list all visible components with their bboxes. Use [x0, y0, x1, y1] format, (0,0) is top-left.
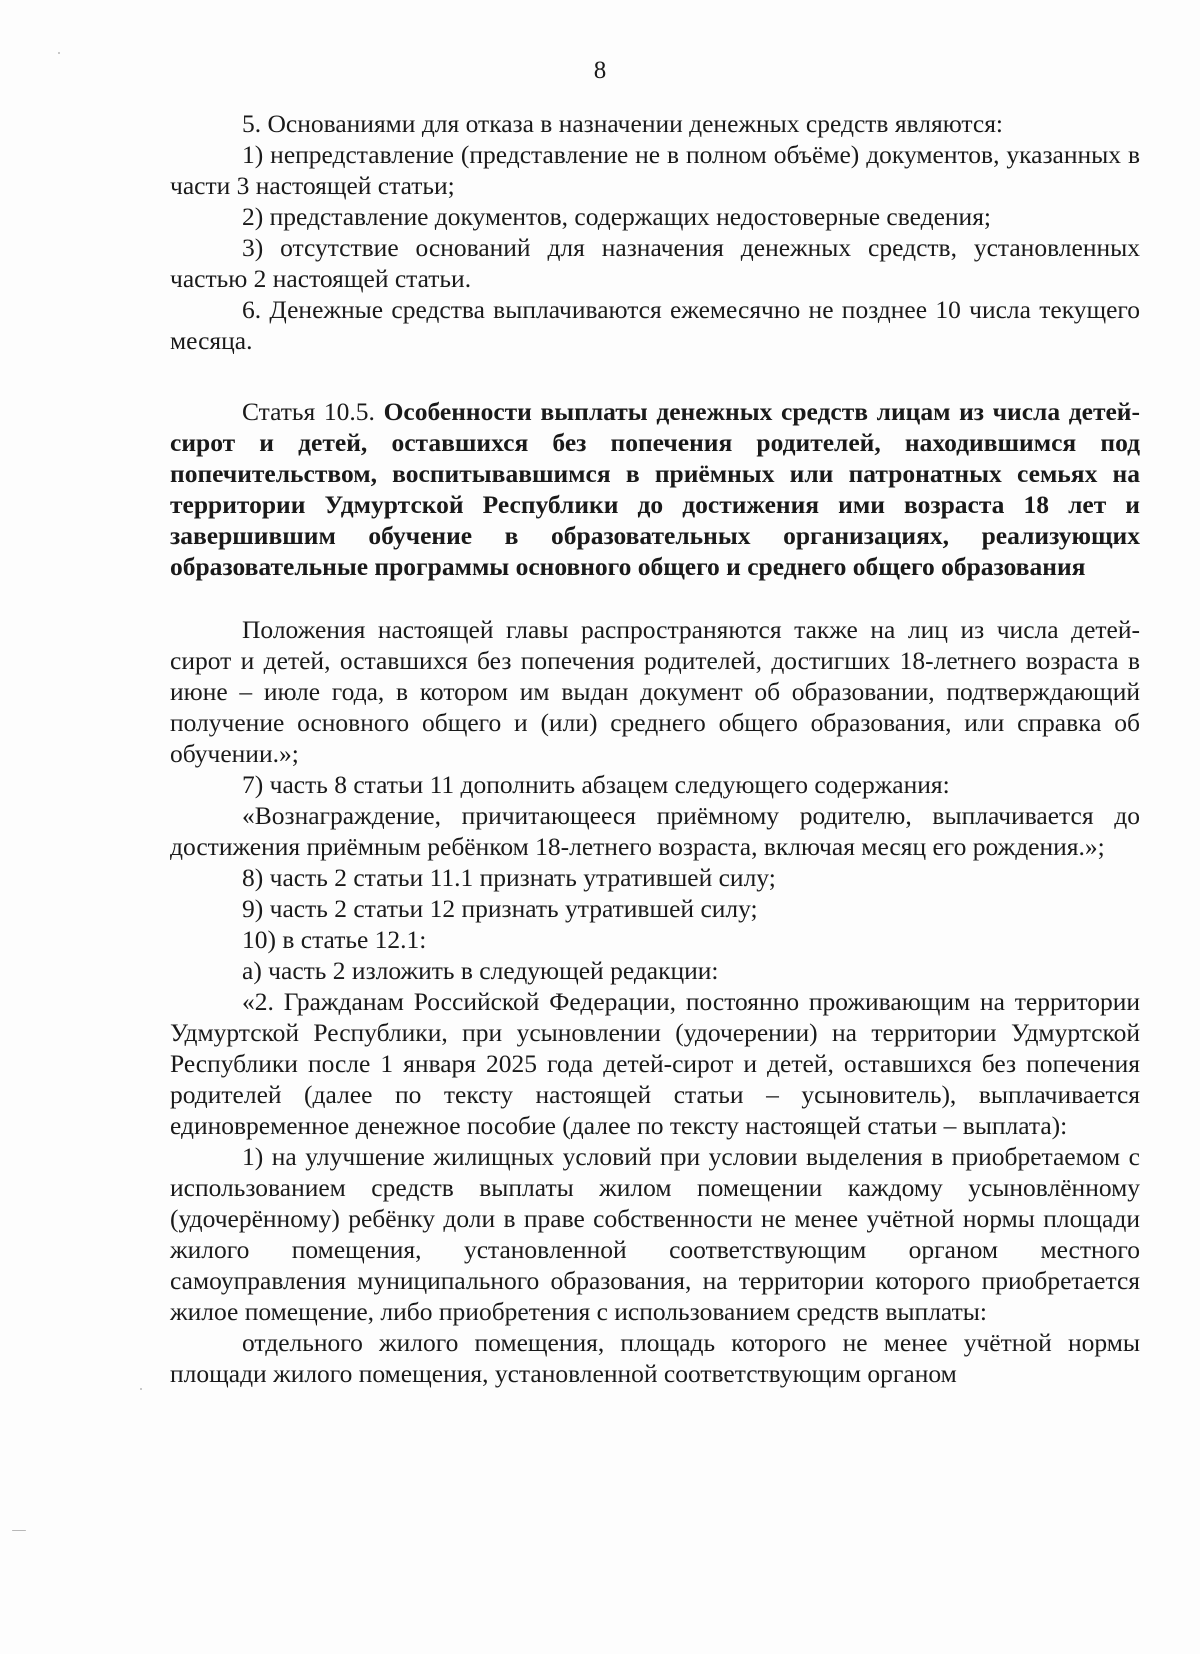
scan-artifact — [140, 1388, 142, 1390]
paragraph-provisions: Положения настоящей главы распространяются также на лиц из числа детей-сирот и детей, оставшихся без попечения родителей, достигших 18-летнего возраста в июне – июле года, в котором им выдан документ об образовании, подтверждающий получение основного общего и (или) среднего общего образования, или справка об обучении.»; — [170, 615, 1140, 768]
paragraph-citizens-benefit: «2. Гражданам Российской Федерации, постоянно проживающим на территории Удмуртской Республики, при усыновлении (удочерении) на территории Удмуртской Республики после 1 января 2025 года детей-сирот и детей, оставшихся без попечения родителей (далее по тексту настоящей статьи – усыновитель), выплачивается единовременное денежное пособие (далее по тексту настоящей статьи – выплата): — [170, 987, 1140, 1140]
paragraph-item-1: 1) непредставление (представление не в полном объёме) документов, указанных в части 3 настоящей статьи; — [170, 140, 1140, 200]
section-spacer — [170, 582, 1140, 614]
paragraph-remuneration: «Вознаграждение, причитающееся приёмному родителю, выплачивается до достижения приёмным ребёнком 18-летнего возраста, включая месяц его рождения.»; — [170, 801, 1140, 861]
paragraph-amendment-9: 9) часть 2 статьи 12 признать утратившей силу; — [242, 894, 758, 923]
top-section — [170, 108, 1140, 1389]
paragraph-payment-schedule: 6. Денежные средства выплачиваются ежемесячно не позднее 10 числа текущего месяца. — [170, 295, 1140, 355]
paragraph-subitem-a: а) часть 2 изложить в следующей редакции: — [242, 956, 719, 985]
paragraph-amendment-7: 7) часть 8 статьи 11 дополнить абзацем следующего содержания: — [242, 770, 950, 799]
article-heading — [170, 396, 1140, 582]
paragraph-separate-dwelling: отдельного жилого помещения, площадь которого не менее учётной нормы площади жилого помещения, установленной соответствующим органом — [170, 1328, 1140, 1388]
paragraph-amendment-8: 8) часть 2 статьи 11.1 признать утратившей силу; — [242, 863, 776, 892]
page-number: 8 — [593, 57, 607, 84]
paragraph-item-3: 3) отсутствие оснований для назначения денежных средств, установленных частью 2 настоящей статьи. — [170, 233, 1140, 293]
section-spacer — [170, 356, 1140, 396]
paragraph-item-2: 2) представление документов, содержащих недостоверные сведения; — [242, 202, 992, 231]
article-title: Особенности выплаты денежных средств лицам из числа детей-сирот и детей, оставшихся без попечения родителей, находившимся под попечительством, воспитывавшимся в приёмных или патронатных семьях на территории Удмуртской Республики до достижения ими возраста 18 лет и завершившим обучение в образовательных организациях, реализующих образовательные программы основного общего и среднего общего образования — [170, 397, 1140, 581]
paragraph-grounds-for-refusal: 5. Основаниями для отказа в назначении денежных средств являются: — [242, 109, 1004, 138]
scan-artifact — [58, 52, 60, 54]
article-label: Статья 10.5. — [242, 397, 375, 426]
scan-artifact — [12, 1530, 26, 1531]
paragraph-housing-improvement: 1) на улучшение жилищных условий при условии выделения в приобретаемом с использованием средств выплаты жилом помещении каждому усыновлённому (удочерённому) ребёнку доли в праве собственности не менее учётной нормы площади жилого помещения, установленной соответствующим органом местного самоуправления муниципального образования, на территории которого приобретается жилое помещение, либо приобретения с использованием средств выплаты: — [170, 1142, 1140, 1326]
paragraph-amendment-10: 10) в статье 12.1: — [242, 925, 427, 954]
